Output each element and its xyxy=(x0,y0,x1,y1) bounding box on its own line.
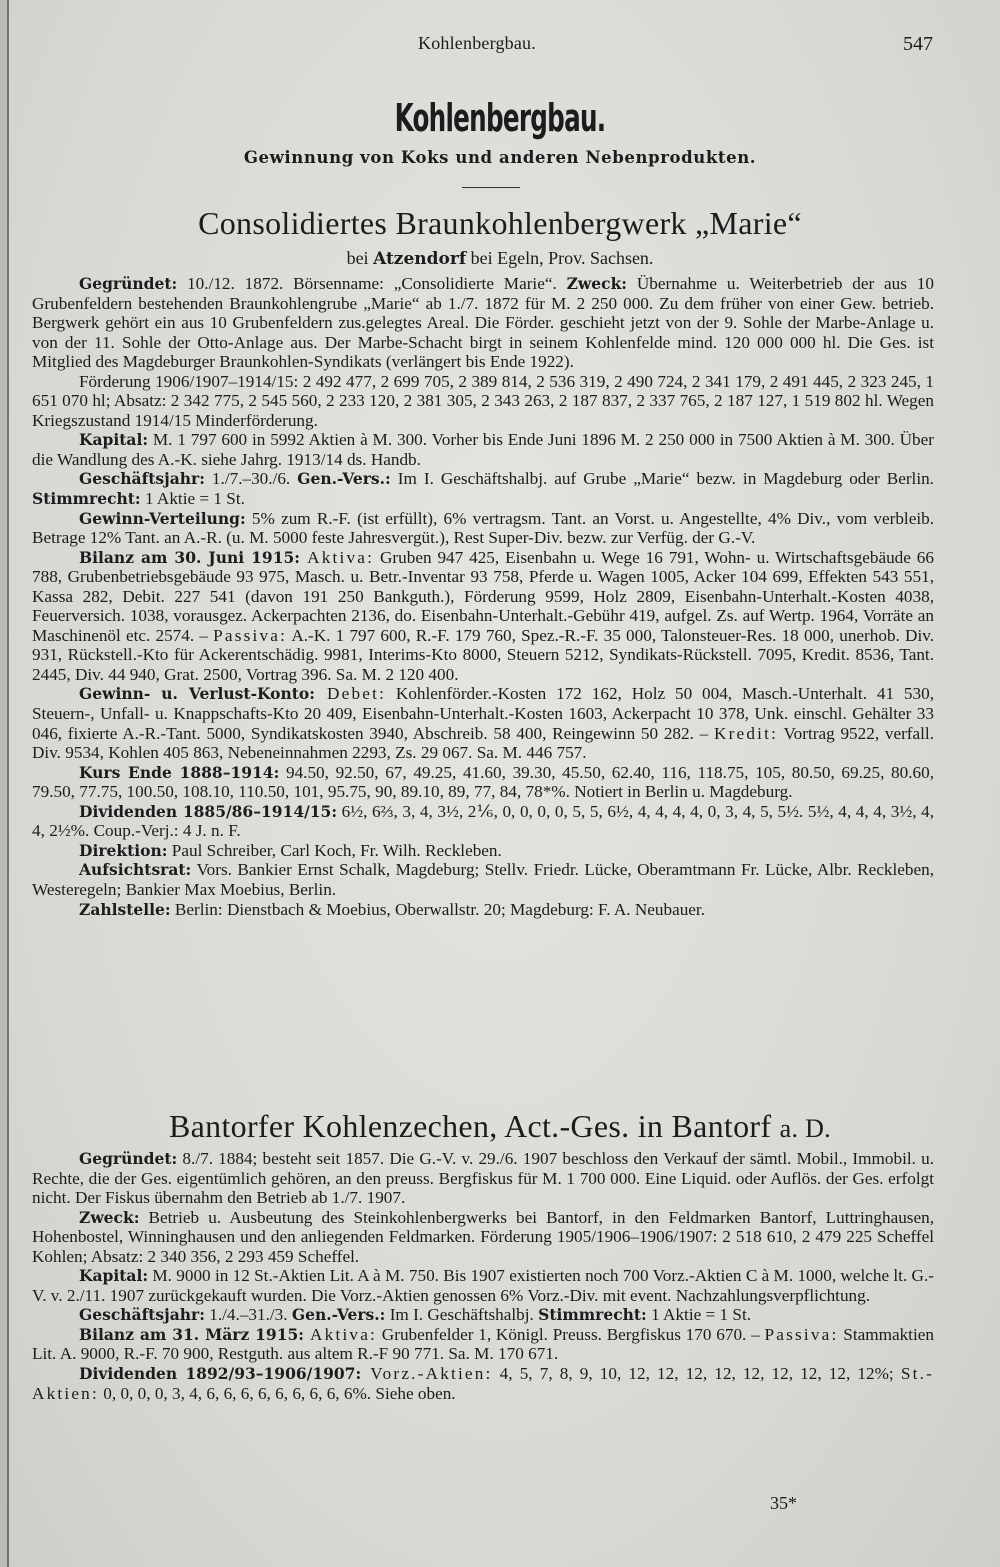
company-title: Consolidiertes Braunkohlenbergwerk „Marie“ xyxy=(198,205,802,241)
field-label: Zweck: xyxy=(79,1207,140,1227)
location-prefix: bei xyxy=(346,248,374,268)
field-text: 6½, 6⅔, 3, 4, 3½, 2⅙, 0, 0, 0, 0, 5, 5, 6½, 4, 4, 4, 4, 0, 3, 4, 5, 5½. 5½, 4, 4, 4, 3½, 4, 4, 2½%. Coup.-Verj.: 4 J. n. F. xyxy=(32,801,934,841)
company-title xyxy=(0,1108,1000,1145)
company-title-suffix: a. D. xyxy=(779,1114,831,1143)
field-text: Vortrag 9522, verfall. Div. 9534, Kohlen 405 863, Nebeneinnahmen 2293, Zs. 29 067. Sa. M. 446 757. xyxy=(32,723,934,763)
company-entry-body xyxy=(32,274,934,919)
location-suffix: bei Egeln, Prov. Sachsen. xyxy=(466,248,654,268)
entry-geschaeftsjahr xyxy=(32,1305,934,1325)
company-title-main: Bantorfer Kohlenzechen, Act.-Ges. in Bantorf xyxy=(169,1108,772,1144)
entry-kapital xyxy=(32,1266,934,1305)
field-text: Paul Schreiber, Carl Koch, Fr. Wilh. Reckleben. xyxy=(167,840,502,860)
field-label: Stimmrecht: xyxy=(32,489,141,509)
field-text: Übernahme u. Weiterbetrieb der aus 10 Grubenfeldern bestehenden Braunkohlengrube „Marie“ ab 1./7. 1872 für M. 2 250 000. Zu dem früher von einer Gew. betrieb. Bergwerk gehört ein aus 10 Grubenfeldern zus.gelegtes Areal. Die Förder. geschieht jetzt von der 9. Sohle der Marbe-Anlage u. von der 11. Sohle der Otto-Anlage aus. Der Marbe-Schacht birgt in seinem Kohlenfelde mind. 120 000 000 hl. Die Ges. ist Mitglied des Magdeburger Braunkohlen-Syndikats (verlängert bis Ende 1922). xyxy=(32,274,934,372)
field-label: Gegründet: xyxy=(79,1149,178,1168)
section-title: Kohlenbergbau. xyxy=(394,96,606,140)
field-sublabel: Aktiva: xyxy=(304,1324,378,1344)
field-label: Gegründet: xyxy=(79,274,178,293)
location-place: Atzendorf xyxy=(373,249,467,269)
field-sublabel: Kredit: xyxy=(713,723,779,743)
field-label: Gen.-Vers.: xyxy=(297,469,391,489)
field-label: Kurs Ende 1888–1914: xyxy=(79,762,280,782)
field-text: Vors. Bankier Ernst Schalk, Magdeburg; Stellv. Friedr. Lücke, Oberamtmann Fr. Lücke, Albr. Reckleben, Westeregeln; Bankier Max Moebius, Berlin. xyxy=(32,860,934,899)
field-text: 1./7.–30./6. xyxy=(204,469,298,489)
field-label: Zweck: xyxy=(566,274,628,293)
entry-zweck xyxy=(32,1208,934,1267)
field-sublabel: Debet: xyxy=(314,684,387,704)
field-label: Gewinn- u. Verlust-Konto: xyxy=(79,684,315,704)
entry-dividenden xyxy=(32,1364,934,1403)
company-location xyxy=(0,248,1000,269)
field-label: Direktion: xyxy=(79,840,168,860)
entry-kurs xyxy=(32,763,934,802)
field-label: Geschäftsjahr: xyxy=(79,1305,205,1325)
field-sublabel: Aktiva: xyxy=(300,547,375,567)
entry-dividenden xyxy=(32,802,934,841)
field-sublabel: Vorz.-Aktien: xyxy=(361,1364,493,1384)
field-sublabel: Passiva: xyxy=(764,1324,839,1344)
entry-kapital xyxy=(32,430,934,469)
field-text: 0, 0, 0, 0, 3, 4, 6, 6, 6, 6, 6, 6, 6, 6, 6%. Siehe oben. xyxy=(98,1383,456,1403)
field-text: 4, 5, 7, 8, 9, 10, 12, 12, 12, 12, 12, 12, 12, 12, 12%; xyxy=(492,1364,901,1384)
field-text: 10./12. 1872. Börsenname: „Consolidierte Marie“. xyxy=(177,274,567,293)
field-label: Dividenden 1885/86–1914/15: xyxy=(79,801,338,821)
entry-gewinn-verteilung xyxy=(32,509,934,548)
entry-zahlstelle xyxy=(32,900,934,920)
running-head xyxy=(0,33,1000,57)
field-label: Geschäftsjahr: xyxy=(79,469,205,489)
entry-geschaeftsjahr xyxy=(32,469,934,508)
field-label: Kapital: xyxy=(79,1266,149,1286)
field-label: Gewinn-Verteilung: xyxy=(79,508,246,528)
field-label: Aufsichtsrat: xyxy=(79,860,192,880)
running-head-title: Kohlenbergbau. xyxy=(418,33,536,53)
field-label: Stimmrecht: xyxy=(538,1305,647,1325)
field-text: Im I. Geschäftshalbj. auf Grube „Marie“ bezw. in Magdeburg oder Berlin. xyxy=(390,469,934,489)
field-text: 8./7. 1884; besteht seit 1857. Die G.-V. v. 29./6. 1907 beschloss den Verkauf der sämtl. Mobil., Immobil. u. Rechte, die der Ges. eigentümlich gehören, an den preuss. Bergfiskus für M. 1 700 000. Eine Liquid. oder Auflös. der Ges. erfolgt nicht. Der Fiskus übernahm den Betrieb ab 1./7. 1907. xyxy=(32,1149,934,1208)
entry-gegruendet xyxy=(32,1149,934,1208)
field-label: Bilanz am 31. März 1915: xyxy=(79,1324,305,1344)
field-text: Im I. Geschäftshalbj. xyxy=(385,1305,539,1325)
field-text: Kohlenförder.-Kosten 172 162, Holz 50 004, Masch.-Unterhalt. 41 530, Steuern-, Unfall- u. Knappschafts-Kto 20 409, Eisenbahn-Unterhalt.-Kosten 1603, Ackerpacht 10 378, Unk. einschl. Gehälter 33 046, fixierte A.-R.-Tant. 5000, Syndikatskosten 3940, Abschreib. 58 400, Reingewinn 50 282. – xyxy=(32,684,934,743)
field-text: 94.50, 92.50, 67, 49.25, 41.60, 39.30, 45.50, 62.40, 116, 118.75, 105, 80.50, 69.25, 80.60, 79.50, 77.75, 100.50, 108.10, 110.50, 101, 95.75, 90, 89.10, 89, 77, 84, 78*%. Notiert in Berlin u. Magdeburg. xyxy=(32,762,934,802)
entry-aufsichtsrat xyxy=(32,860,934,899)
field-label: Gen.-Vers.: xyxy=(291,1305,386,1325)
field-text: A.-K. 1 797 600, R.-F. 179 760, Spez.-R.-F. 35 000, Talonsteuer-Res. 18 000, unerhob. Div. 931, Rückstell.-Kto für Ackerentschädig. 9981, Interims-Kto 8000, Steuern 5212, Syndikats-Rückstell. 7095, Kredit. 8536, Tant. 2445, Div. 44 940, Grat. 2500, Vortrag 396. Sa. M. 2 120 400. xyxy=(32,625,934,684)
entry-bilanz xyxy=(32,548,934,685)
field-text: Förderung 1906/1907–1914/15: 2 492 477, 2 699 705, 2 389 814, 2 536 319, 2 490 724, 2 341 179, 2 491 445, 2 323 245, 1 651 070 hl; Absatz: 2 342 775, 2 545 560, 2 233 120, 2 381 305, 2 343 263, 2 187 837, 2 337 765, 2 187 127, 1 519 802 hl. Wegen Kriegszustand 1914/15 Minderförderung. xyxy=(32,371,934,430)
field-text: 1 Aktie = 1 St. xyxy=(140,489,245,509)
field-text: Berlin: Dienstbach & Moebius, Oberwallstr. 20; Magdeburg: F. A. Neubauer. xyxy=(170,899,706,919)
section-subtitle: Gewinnung von Koks und anderen Nebenprodukten. xyxy=(243,148,757,167)
entry-gegruendet xyxy=(32,274,934,372)
entry-gewinn-verlust xyxy=(32,684,934,762)
entry-foerderung xyxy=(32,372,934,431)
field-text: Grubenfelder 1, Königl. Preuss. Bergfiskus 170 670. – xyxy=(377,1324,765,1344)
entry-bilanz xyxy=(32,1325,934,1364)
entry-direktion xyxy=(32,841,934,861)
field-label: Zahlstelle: xyxy=(79,899,171,919)
field-sublabel: Passiva: xyxy=(213,625,288,645)
signature-mark: 35* xyxy=(770,1493,797,1513)
field-text: 1 Aktie = 1 St. xyxy=(646,1305,752,1325)
field-text: Gruben 947 425, Eisenbahn u. Wege 16 791, Wohn- u. Wirtschaftsgebäude 66 788, Grubenbetriebsgebäude 93 975, Masch. u. Betr.-Inventar 93 758, Pferde u. Wagen 1005, Acker 104 699, Effekten 543 551, Kassa 282, Debit. 227 541 (davon 191 250 Bankguth.), Förderung 9599, Holz 2809, Eisenbahn-Unterhalt.-Kosten 4038, Feuerversich. 1038, vorausgez. Ackerpachten 2136, do. Eisenbahn-Unterhalt.-Gebühr 419, aufgel. Zs. auf Wertp. 1964, Vorräte an Maschinenöl etc. 2574. – xyxy=(32,547,934,645)
field-text: M. 1 797 600 in 5992 Aktien à M. 300. Vorher bis Ende Juni 1896 M. 2 250 000 in 7500 Aktien à M. 300. Über die Wandlung des A.-K. siehe Jahrg. 1913/14 ds. Handb. xyxy=(32,430,934,469)
company-entry-body xyxy=(32,1149,934,1403)
field-sublabel: St.-Aktien: xyxy=(32,1364,934,1403)
field-label: Kapital: xyxy=(79,430,149,450)
field-text: Stammaktien Lit. A. 9000, R.-F. 70 900, Restguth. aus altem R.-F 90 771. Sa. M. 170 671. xyxy=(32,1324,934,1364)
divider-rule xyxy=(462,187,520,188)
field-text: M. 9000 in 12 St.-Aktien Lit. A à M. 750. Bis 1907 existierten noch 700 Vorz.-Aktien C à M. 1000, welche lt. G.-V. v. 2./11. 1907 zurückgekauft wurden. Die Vorz.-Aktien genossen 6% Vorz.-Div. mit event. Nachzahlungsverpflichtung. xyxy=(32,1266,934,1305)
field-text: 5% zum R.-F. (ist erfüllt), 6% vertragsm. Tant. an Vorst. u. Angestellte, 4% Div., vom verbleib. Betrage 12% Tant. an A.-R. (u. M. 5000 feste Jahresvergüt.), Rest Super-Div. bezw. zur Verfüg. der G.-V. xyxy=(32,508,934,548)
page-number: 547 xyxy=(903,33,933,55)
field-label: Dividenden 1892/93–1906/1907: xyxy=(79,1364,362,1384)
field-text: Betrieb u. Ausbeutung des Steinkohlenbergwerks bei Bantorf, in den Feldmarken Bantorf, Luttringhausen, Hohenbostel, Winninghausen und den anliegenden Feldmarken. Förderung 1905/1906–1906/1907: 2 518 610, 2 479 225 Scheffel Kohlen; Absatz: 2 340 356, 2 293 459 Scheffel. xyxy=(32,1207,934,1266)
field-label: Bilanz am 30. Juni 1915: xyxy=(79,547,300,567)
field-text: 1./4.–31./3. xyxy=(204,1305,292,1325)
